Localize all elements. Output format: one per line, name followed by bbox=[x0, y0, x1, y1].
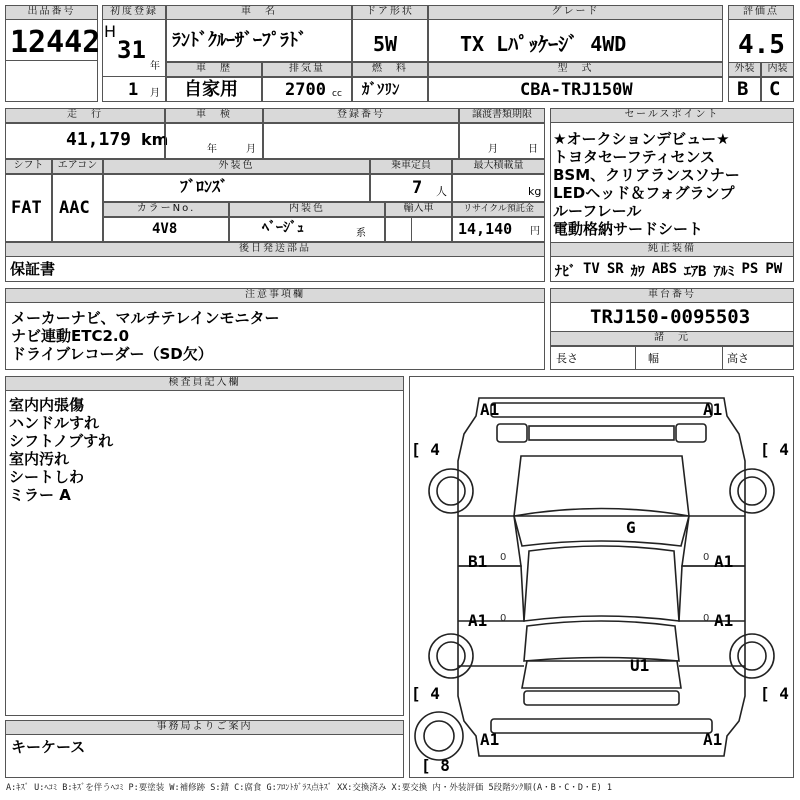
length-label: 長さ bbox=[556, 352, 578, 365]
wheel-rear-left bbox=[429, 634, 473, 678]
model-label: 型 式 bbox=[428, 62, 723, 77]
inspection-month-unit: 月 bbox=[246, 144, 256, 155]
spare-tire-depth: [ 8 bbox=[421, 756, 450, 775]
chassis-label: 車台番号 bbox=[550, 288, 794, 303]
rear-bumper-lower bbox=[491, 719, 712, 733]
reg-number-cell bbox=[263, 123, 459, 159]
note-item: メーカーナビ、マルチテレインモニター bbox=[11, 309, 280, 327]
notes-label: 注意事項欄 bbox=[5, 288, 545, 303]
air-conditioner: AAC bbox=[59, 198, 90, 218]
month-unit: 月 bbox=[150, 88, 160, 99]
max-load-label: 最大積載量 bbox=[452, 159, 545, 174]
year-unit: 年 bbox=[150, 61, 160, 72]
equipment-item: ｶﾜ bbox=[630, 264, 645, 280]
rear-window bbox=[524, 621, 679, 661]
inspector-item: ハンドルすれ bbox=[9, 414, 100, 432]
spare-tire bbox=[415, 712, 463, 760]
mileage-unit: km bbox=[141, 130, 169, 149]
notes-list bbox=[11, 309, 280, 363]
rating-label: 評価点 bbox=[728, 5, 794, 20]
wheel-rear-left-hub bbox=[437, 642, 465, 670]
capacity: 7 bbox=[412, 178, 423, 198]
door-type: 5W bbox=[373, 32, 398, 56]
inspector-item: シフトノブすれ bbox=[9, 432, 114, 450]
inspection-year-unit: 年 bbox=[207, 144, 217, 155]
equipment-item: PW bbox=[765, 261, 783, 277]
front-grille bbox=[529, 426, 674, 440]
history-label: 車 歴 bbox=[166, 62, 262, 77]
mark-a1-front-left: A1 bbox=[480, 400, 500, 419]
ext-color-label: 外装色 bbox=[103, 159, 370, 174]
mark-a1-rear-right: A1 bbox=[703, 730, 723, 749]
later-parts: 保証書 bbox=[10, 260, 56, 278]
recycle-unit: 円 bbox=[530, 226, 540, 237]
import-divider bbox=[411, 217, 412, 242]
tire-depth-front-left: [ 4 bbox=[411, 440, 440, 459]
transfer-day-unit: 日 bbox=[528, 144, 538, 155]
lot-number-label: 出品番号 bbox=[5, 5, 98, 20]
reg-number-label: 登録番号 bbox=[263, 108, 459, 123]
dims-divider-2 bbox=[722, 346, 723, 370]
interior-label: 内装 bbox=[761, 62, 794, 77]
equipment-item: ﾅﾋﾞ bbox=[555, 264, 576, 280]
sales-point: 電動格納サードシート bbox=[553, 220, 704, 238]
roof bbox=[524, 546, 679, 621]
int-color: ﾍﾞｰｼﾞｭ bbox=[262, 220, 304, 236]
grade-label: グレード bbox=[428, 5, 723, 20]
inspector-list bbox=[9, 396, 113, 504]
sales-points-list bbox=[553, 130, 740, 238]
exterior-grade: B bbox=[737, 78, 749, 100]
car-name: ﾗﾝﾄﾞｸﾙｰｻﾞｰﾌﾟﾗﾄﾞ bbox=[172, 30, 307, 51]
color-no: 4V8 bbox=[152, 221, 178, 237]
ac-label: エアコン bbox=[52, 159, 103, 174]
mark-zero-right-rear: 0 bbox=[703, 613, 710, 624]
car-body-outline bbox=[458, 398, 745, 756]
lot-number-divider bbox=[5, 60, 98, 102]
capacity-label: 乗車定員 bbox=[370, 159, 452, 174]
note-item: ドライブレコーダー（SD欠） bbox=[11, 345, 213, 363]
headlight-left bbox=[497, 424, 527, 442]
max-load-unit: kg bbox=[528, 185, 542, 198]
shift-label: シフト bbox=[5, 159, 52, 174]
equipment-item: ｱﾙﾐ bbox=[713, 264, 735, 280]
recycle-label: リサイクル預託金 bbox=[452, 202, 545, 217]
import-label: 輸入車 bbox=[385, 202, 452, 217]
wheel-front-right bbox=[730, 469, 774, 513]
sales-point: LEDヘッド＆フォグランプ bbox=[553, 184, 735, 202]
equipment-item: PS bbox=[741, 261, 759, 277]
wheel-rear-right bbox=[730, 634, 774, 678]
ext-color: ﾌﾞﾛﾝｽﾞ bbox=[180, 177, 229, 196]
later-parts-label: 後日発送部品 bbox=[5, 242, 545, 257]
displacement-label: 排気量 bbox=[262, 62, 352, 77]
inspection-label: 車 検 bbox=[165, 108, 263, 123]
era-letter: H bbox=[104, 22, 117, 41]
height-label: 高さ bbox=[727, 352, 749, 365]
wheel-rear-right-hub bbox=[738, 642, 766, 670]
mark-zero-left-front: 0 bbox=[500, 552, 507, 563]
dims-row bbox=[550, 346, 794, 370]
mileage-label: 走 行 bbox=[5, 108, 165, 123]
mark-a1-right-front-door: A1 bbox=[714, 552, 734, 571]
hood bbox=[514, 456, 689, 516]
fuel: ｶﾞｿﾘﾝ bbox=[362, 80, 400, 98]
import-cell bbox=[385, 217, 452, 242]
mark-g-windshield: G bbox=[626, 518, 636, 537]
headlight-right bbox=[676, 424, 706, 442]
wheel-front-right-hub bbox=[738, 477, 766, 505]
tire-depth-rear-right: [ 4 bbox=[760, 684, 789, 703]
equipment-list bbox=[555, 261, 782, 281]
reg-year: 31 bbox=[117, 36, 146, 64]
lot-number: 12442 bbox=[10, 25, 101, 60]
inspector-label: 検査員記入欄 bbox=[5, 376, 404, 391]
recycle-fee: 14,140 bbox=[458, 220, 513, 238]
inspector-item: 室内内張傷 bbox=[9, 396, 85, 414]
fuel-label: 燃 料 bbox=[352, 62, 428, 77]
first-reg-label: 初度登録 bbox=[102, 5, 166, 20]
grade: TX Lﾊﾟｯｹｰｼﾞ 4WD bbox=[460, 32, 627, 56]
sales-points-label: セールスポイント bbox=[550, 108, 794, 123]
car-diagram bbox=[409, 376, 794, 778]
dims-label: 諸 元 bbox=[550, 331, 794, 346]
inspector-item: シートしわ bbox=[9, 468, 85, 486]
sales-point: BSM、クリアランスソナー bbox=[553, 166, 740, 184]
int-color-unit: 系 bbox=[356, 228, 366, 239]
equipment-item: ｴｱB bbox=[684, 264, 707, 280]
rating-score: 4.5 bbox=[738, 30, 785, 60]
color-no-label: カラーNo. bbox=[103, 202, 229, 217]
windshield bbox=[514, 509, 689, 547]
tire-depth-rear-left: [ 4 bbox=[411, 684, 440, 703]
car-name-label: 車 名 bbox=[166, 5, 352, 20]
equipment-item: SR bbox=[606, 261, 624, 277]
note-item: ナビ連動ETC2.0 bbox=[11, 327, 130, 345]
mark-zero-left-rear: 0 bbox=[500, 613, 507, 624]
reg-month: 1 bbox=[128, 80, 139, 100]
exterior-label: 外装 bbox=[728, 62, 761, 77]
transfer-label: 譲渡書類期限 bbox=[459, 108, 545, 123]
equipment-label: 純正装備 bbox=[550, 242, 794, 257]
tire-depth-front-right: [ 4 bbox=[760, 440, 789, 459]
mark-zero-right-front: 0 bbox=[703, 552, 710, 563]
sales-point: ルーフレール bbox=[553, 202, 642, 220]
tailgate bbox=[522, 661, 681, 688]
office-label: 事務局よりご案内 bbox=[5, 720, 404, 735]
mark-a1-right-rear-door: A1 bbox=[714, 611, 734, 630]
door-label: ドア形状 bbox=[352, 5, 428, 20]
mark-a1-rear-left: A1 bbox=[480, 730, 500, 749]
ext-color-cell bbox=[103, 174, 370, 202]
interior-grade: C bbox=[769, 78, 781, 100]
rear-bumper bbox=[524, 691, 679, 705]
history: 自家用 bbox=[184, 79, 238, 100]
mileage: 41,179 bbox=[66, 129, 132, 150]
model: CBA-TRJ150W bbox=[520, 80, 633, 100]
legend: A:ｷｽﾞ U:ﾍｺﾐ B:ｷｽﾞを伴うﾍｺﾐ P:要塗装 W:補修跡 S:錆 C:腐食 G:ﾌﾛﾝﾄｶﾞﾗｽ点ｷｽﾞ XX:交換済み X:要交換 内・外装評価 5段階ﾗﾝｸ順(A・B・C・D・E) 1 bbox=[6, 783, 612, 793]
inspector-item: 室内汚れ bbox=[9, 450, 70, 468]
capacity-unit: 人 bbox=[436, 185, 447, 198]
sales-point: ★オークションデビュー★ bbox=[553, 130, 730, 148]
mark-u1-rear: U1 bbox=[630, 656, 650, 675]
shift: FAT bbox=[11, 198, 42, 218]
office-text: キーケース bbox=[11, 738, 86, 756]
front-bumper bbox=[491, 403, 712, 417]
spare-tire-hub bbox=[424, 721, 454, 751]
width-label: 幅 bbox=[648, 352, 659, 365]
displacement: 2700 bbox=[285, 80, 326, 100]
mark-b1-left-front-door: B1 bbox=[468, 552, 488, 571]
mark-a1-front-right: A1 bbox=[703, 400, 723, 419]
right-rear-door bbox=[679, 566, 745, 621]
wheel-front-left-hub bbox=[437, 477, 465, 505]
displacement-unit: cc bbox=[332, 89, 342, 99]
mark-a1-left-rear-door: A1 bbox=[468, 611, 488, 630]
dims-divider-1 bbox=[635, 346, 636, 370]
equipment-item: ABS bbox=[651, 261, 678, 277]
transfer-month-unit: 月 bbox=[488, 144, 498, 155]
sales-point: トヨタセーフティセンス bbox=[553, 148, 716, 166]
wheel-front-left bbox=[429, 469, 473, 513]
equipment-item: TV bbox=[583, 261, 600, 277]
chassis-number: TRJ150-0095503 bbox=[590, 306, 751, 328]
inspector-item: ミラー A bbox=[9, 486, 71, 504]
int-color-label: 内装色 bbox=[229, 202, 385, 217]
